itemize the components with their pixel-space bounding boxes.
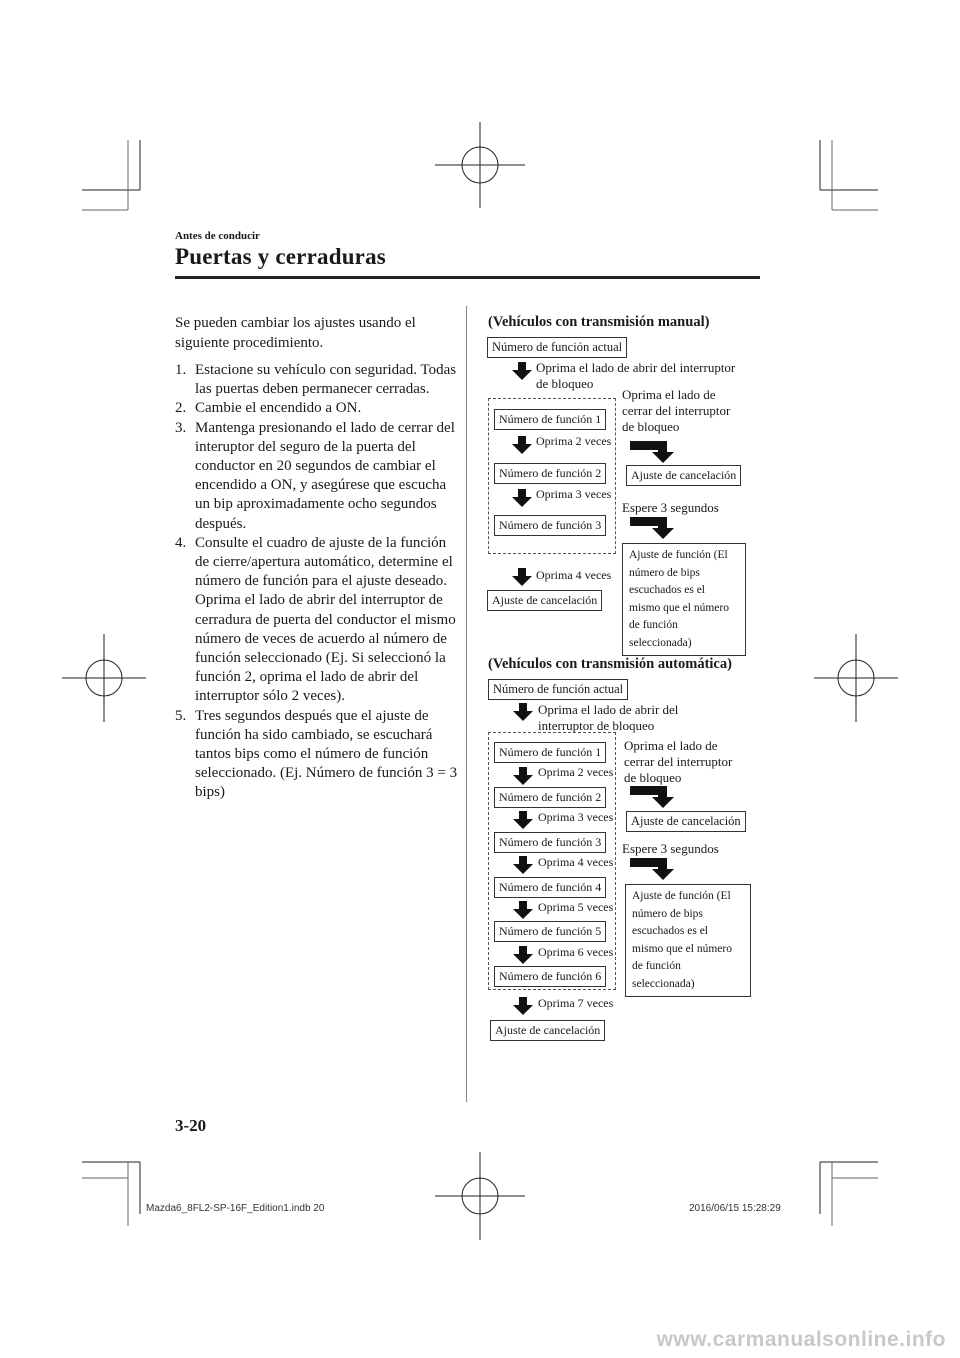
auto-press-close-1: Oprima el lado de [624,738,718,753]
auto-press-4-label: Oprima 4 veces [538,855,614,869]
footer-timestamp: 2016/06/15 15:28:29 [689,1203,781,1214]
auto-function-1-box: Número de función 1 [494,742,606,763]
auto-cancel-left-box: Ajuste de cancelación [490,1020,605,1041]
auto-function-5-box: Número de función 5 [494,921,606,942]
arrow-bent-icon [630,441,674,463]
auto-press-open-1: Oprima el lado de abrir del [538,702,679,717]
arrow-bent-icon [630,858,674,880]
manual-current-function-box: Número de función actual [487,337,627,358]
arrow-down-icon [512,489,532,507]
step-item: 4. Consulte el cuadro de ajuste de la función de cierre/apertura automático, determine el número de función para el ajuste deseado. Oprima el lado de abrir del interruptor de cerradura de puerta del conductor el mismo número de veces de acuerdo al número de función seleccionado (Ej. Si seleccionó la función 2, oprima el lado de abrir del interruptor sólo 2 veces). [175,534,456,705]
manual-function-2-box: Número de función 2 [494,463,606,484]
auto-press-2-label: Oprima 2 veces [538,765,614,779]
auto-press-close-3: de bloqueo [624,770,682,785]
manual-result-box: Ajuste de función (El número de bips escuchados es el mismo que el número de función seleccionada) [622,543,746,656]
auto-cancel-right-box: Ajuste de cancelación [626,811,746,832]
manual-function-1-box: Número de función 1 [494,409,606,430]
manual-press-close-2: cerrar del interruptor [622,403,731,418]
page-title: Puertas y cerraduras [175,244,386,269]
manual-press-open-label: Oprima el lado de abrir del interruptor [536,360,736,375]
arrow-down-icon [513,767,533,785]
auto-current-function-box: Número de función actual [488,679,628,700]
step-item: 1. Estacione su vehículo con seguridad. Todas las puertas deben permanecer cerradas. [175,362,457,398]
auto-press-close-2: cerrar del interruptor [624,754,733,769]
auto-press-7-label: Oprima 7 veces [538,996,614,1010]
arrow-down-icon [513,997,533,1015]
auto-function-4-box: Número de función 4 [494,877,606,898]
arrow-down-icon [513,703,533,721]
arrow-down-icon [513,856,533,874]
manual-press-close-1: Oprima el lado de [622,387,716,402]
arrow-down-icon [512,568,532,586]
auto-wait-label: Espere 3 segundos [622,841,719,856]
arrow-down-icon [512,362,532,380]
auto-press-6-label: Oprima 6 veces [538,945,614,959]
arrow-down-icon [513,811,533,829]
manual-press-open-label-2: de bloqueo [536,376,594,391]
step-item: 2. Cambie el encendido a ON. [175,400,362,417]
manual-cancel-right-box: Ajuste de cancelación [626,465,741,486]
auto-function-2-box: Número de función 2 [494,787,606,808]
manual-wait-label: Espere 3 segundos [622,500,719,515]
arrow-down-icon [513,901,533,919]
manual-press-close-3: de bloqueo [622,419,680,434]
manual-diagram-title: (Vehículos con transmisión manual) [488,314,710,330]
auto-press-5-label: Oprima 5 veces [538,900,614,914]
arrow-bent-icon [630,786,674,808]
page-number: 3-20 [175,1116,207,1135]
section-label: Antes de conducir [175,230,260,242]
step-item: 5. Tres segundos después que el ajuste de función ha sido cambiado, se escuchará tantos bips como el número de función seleccionado. (Ej. Número de función 3 = 3 bips) [175,707,458,801]
auto-diagram-title: (Vehículos con transmisión automática) [488,656,732,672]
step-item: 3. Mantenga presionando el lado de cerrar del interuptor del seguro de la puerta del conductor en 20 segundos de cambiar el encendido a ON, y asegúrese que escucha un bip aproximadamente ocho segundos después. [175,419,455,532]
arrow-bent-icon [630,517,674,539]
auto-result-box: Ajuste de función (El número de bips escuchados es el mismo que el número de función seleccionada) [625,884,751,997]
auto-press-open-2: interruptor de bloqueo [538,718,655,733]
intro-paragraph: Se pueden cambiar los ajustes usando el siguiente procedimiento. [175,315,416,351]
watermark-text: www.carmanualsonline.info [656,1328,946,1351]
manual-press-2-label: Oprima 2 veces [536,434,612,448]
manual-function-3-box: Número de función 3 [494,515,606,536]
auto-press-3-label: Oprima 3 veces [538,810,614,824]
arrow-down-icon [513,946,533,964]
manual-cancel-left-box: Ajuste de cancelación [487,590,602,611]
arrow-down-icon [512,436,532,454]
manual-press-3-label: Oprima 3 veces [536,487,612,501]
auto-function-6-box: Número de función 6 [494,966,606,987]
auto-function-3-box: Número de función 3 [494,832,606,853]
manual-press-4-label: Oprima 4 veces [536,568,612,582]
footer-filename: Mazda6_8FL2-SP-16F_Edition1.indb 20 [146,1203,325,1214]
